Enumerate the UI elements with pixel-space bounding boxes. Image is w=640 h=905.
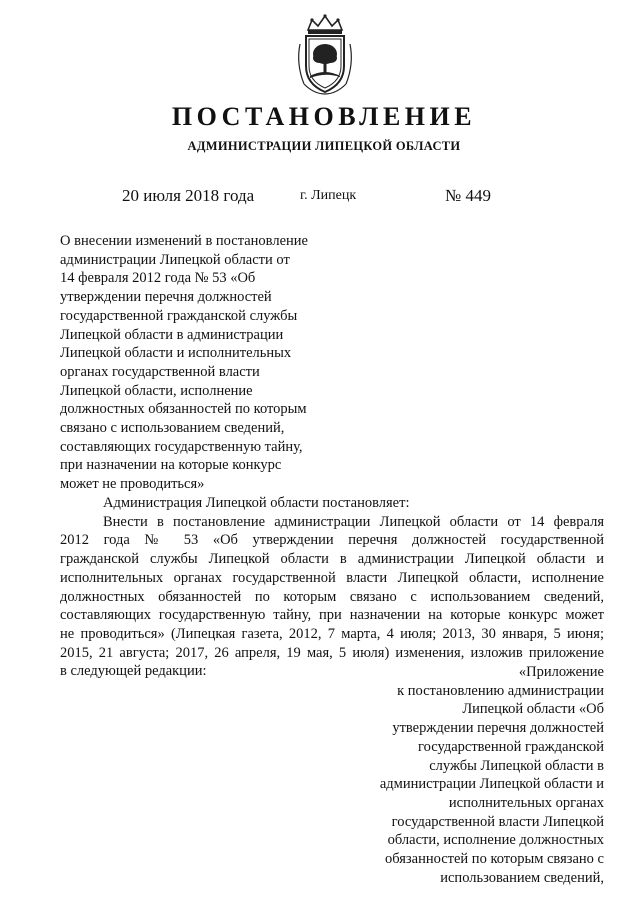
- body-line: 2015, 21 августа; 2017, 26 апреля, 19 мая, 5 июля) изменения, изложив приложение: [60, 644, 604, 661]
- subject-line: Липецкой области в администрации: [60, 326, 284, 343]
- document-date: 20 июля 2018 года: [122, 186, 255, 205]
- subject-line: должностных обязанностей по которым: [60, 401, 307, 418]
- subject-line: при назначении на которые конкурс: [60, 457, 282, 474]
- appendix-line: службы Липецкой области в: [429, 757, 604, 774]
- subject-line: О внесении изменений в постановление: [60, 233, 308, 249]
- appendix-heading: [300, 663, 604, 887]
- subject-line: Липецкой области, исполнение: [60, 382, 253, 399]
- subject-line: утверждении перечня должностей: [60, 289, 272, 306]
- subject-line: государственной гражданской службы: [60, 307, 298, 324]
- body-line: в следующей редакции:: [60, 663, 207, 680]
- body-line: 2012 года № 53 «Об утверждении перечня должностей государственной: [60, 532, 604, 549]
- subject-line: может не проводиться»: [60, 476, 205, 493]
- subject-line: составляющих государственную тайну,: [60, 438, 303, 455]
- subject-line: органах государственной власти: [60, 363, 260, 380]
- appendix-line: администрации Липецкой области и: [379, 776, 604, 793]
- appendix-line: исполнительных органах: [448, 794, 604, 811]
- subject-line: 14 февраля 2012 года № 53 «Об: [60, 270, 256, 287]
- appendix-line: области, исполнение должностных: [387, 832, 604, 849]
- document-subject: [60, 232, 330, 494]
- lipetsk-coat-of-arms-icon: [294, 14, 356, 96]
- body-line: Внести в постановление администрации Липецкой области от 14 февраля: [103, 513, 604, 530]
- body-line: должностных обязанностей по которым связано с использованием сведений,: [60, 588, 604, 605]
- body-line: гражданской службы Липецкой области в администрации Липецкой области и: [60, 551, 604, 568]
- appendix-line: к постановлению администрации: [397, 682, 604, 699]
- appendix-line: Липецкой области «Об: [462, 701, 604, 718]
- document-city: г. Липецк: [300, 188, 357, 203]
- body-intro: Администрация Липецкой области постановляет:: [103, 495, 410, 511]
- appendix-line: утверждении перечня должностей: [392, 720, 604, 737]
- body-line: исполнительных органах государственной власти Липецкой области, исполнение: [60, 569, 604, 586]
- body-line: не проводиться» (Липецкая газета, 2012, 7 марта, 4 июля; 2013, 30 января, 5 июня;: [60, 625, 604, 642]
- appendix-line: государственной власти Липецкой: [391, 813, 604, 830]
- subject-line: связано с использованием сведений,: [60, 420, 285, 437]
- document-body: [60, 494, 604, 681]
- document-subtitle: АДМИНИСТРАЦИИ ЛИПЕЦКОЙ ОБЛАСТИ: [187, 139, 461, 153]
- appendix-line: обязанностей по которым связано с: [384, 851, 604, 868]
- document-number: № 449: [445, 186, 491, 205]
- appendix-line: «Приложение: [518, 664, 604, 680]
- subject-line: администрации Липецкой области от: [60, 251, 290, 268]
- appendix-line: государственной гражданской: [418, 738, 604, 755]
- appendix-line: использованием сведений,: [440, 869, 604, 886]
- subject-line: Липецкой области и исполнительных: [60, 345, 292, 362]
- document-title: ПОСТАНОВЛЕНИЕ: [171, 102, 477, 131]
- body-line: составляющих государственную тайну, при назначении на которые конкурс может: [60, 607, 604, 624]
